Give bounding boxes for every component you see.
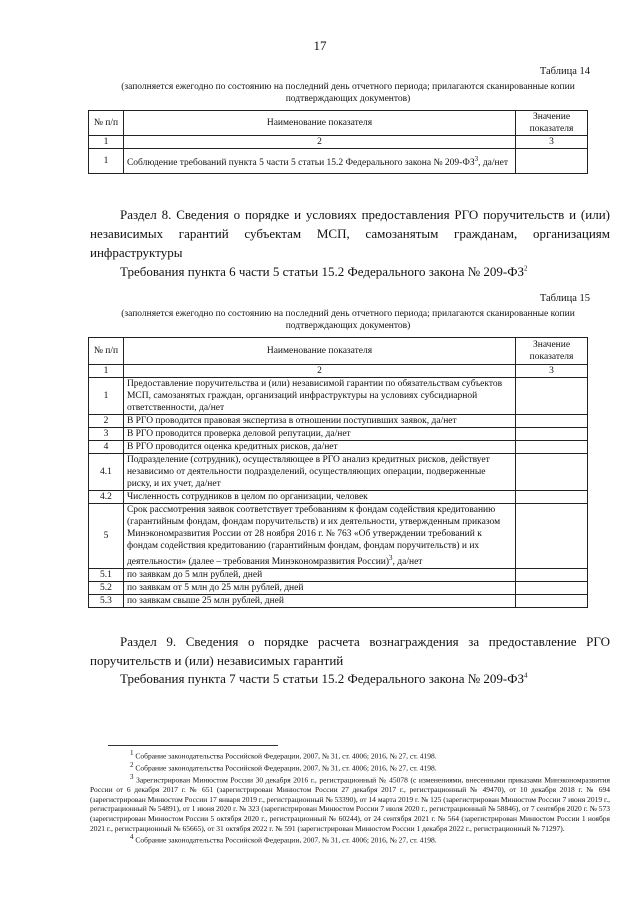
table15-row-name: по заявкам свыше 25 млн рублей, дней — [123, 595, 515, 608]
table15-row-value[interactable] — [516, 504, 588, 569]
table15-row-name: Подразделение (сотрудник), осуществляющее в РГО анализ кредитных рисков, действует независимо от деятельности подразделений, осуществляющих операции, подверженные риску, и их учет, да/нет — [123, 454, 515, 491]
table14-header-value: Значение показателя — [516, 111, 588, 136]
section8-requirement: Требования пункта 6 части 5 статьи 15.2 Федерального закона № $209-ФЗ^2$ — [120, 264, 528, 279]
footnote: $^3$ Зарегистрирован Минюстом России 30 декабря 2016 г., регистрационный № 45078 (с изменениями, внесенными приказами Минэкономразвития России от 6 декабря 2017 г. № 651 (зарегистрирован Минюстом России 27 декабря 2017 г., регистрационный № 49470), от 10 декабря 2018 г. № 694 (зарегистрирован Минюстом России 17 января 2019 г., регистрационный № 53390), от 14 марта 2019 г. № 125 (зарегистрирован Минюстом России 7 июня 2019 г., регистрационный № 54891), от 1 июня 2020 г. № 323 (зарегистрирован Минюстом России 7 июля 2020 г., регистрационный № 58846), от 7 сентября 2020 г. № 573 (зарегистрирован Минюстом России 5 октября 2020 г., регистрационный № 60244), от 24 сентября 2021 г. № 564 (зарегистрирован Минюстом России 1 ноября 2021 г., регистрационный № 65665), от 31 октября 2022 г. № 591 (зарегистрирован Минюстом России 1 декабря 2022 г., регистрационный № 71297). — [90, 773, 610, 833]
table14-index-3: 3 — [516, 136, 588, 149]
table14-label: Таблица 14 — [539, 66, 590, 77]
table-row — [89, 569, 588, 582]
table15-row-name: Численность сотрудников в целом по организации, человек — [123, 491, 515, 504]
footnote: $^1$ Собрание законодательства Российской Федерации, 2007, № 31, ст. 4006; 2016, № 27, ст. 4198. — [130, 749, 437, 761]
table14-header-num: № п/п — [89, 111, 124, 136]
table-row — [89, 491, 588, 504]
table15-row-num: 4.1 — [89, 454, 124, 491]
table15-row-value[interactable] — [516, 595, 588, 608]
table15-index-1: 1 — [89, 365, 124, 378]
page-number: 17 — [313, 38, 327, 53]
table15-row-num: 5.3 — [89, 595, 124, 608]
table15-row-value[interactable] — [516, 454, 588, 491]
footnotes — [90, 749, 610, 845]
table15-row-name: Срок рассмотрения заявок соответствует требованиям к фондам содействия кредитованию (гарантийным фондам, фондам поручительств) и их деятельности, утвержденным приказом Минэкономразвития России от 28 ноября 2016 г. № 763 «Об утверждении требований к фондам содействия кредитованию (гарантийным фондам, фондам поручительств) и их деятельности» (далее – требования Минэкономразвития России)$^3$, да/нет — [123, 504, 515, 569]
table15-row-value[interactable] — [516, 441, 588, 454]
table15-label: Таблица 15 — [539, 293, 590, 304]
table15-row-name: по заявкам от 5 млн до 25 млн рублей, дней — [123, 582, 515, 595]
section9-title: Раздел 9. Сведения о порядке расчета вознаграждения за предоставление РГО поручительств и (или) независимых гарантий — [90, 634, 610, 668]
table-row — [89, 378, 588, 415]
table-row — [89, 582, 588, 595]
table15-row-name: В РГО проводится правовая экспертиза в отношении поступивших заявок, да/нет — [123, 415, 515, 428]
table15-row-num: 5.1 — [89, 569, 124, 582]
table15 — [88, 337, 588, 608]
footnote: $^2$ Собрание законодательства Российской Федерации, 2007, № 31, ст. 4006; 2016, № 27, ст. 4198. — [130, 761, 437, 773]
table15-row-name: Предоставление поручительства и (или) независимой гарантии по обязательствам субъектов МСП, самозанятых граждан, организаций инфраструктуры на условиях субсидиарной ответственности, да/нет — [123, 378, 515, 415]
table15-row-num: 3 — [89, 428, 124, 441]
table14-row-name: Соблюдение требований пункта 5 части 5 статьи 15.2 Федерального закона № $209-ФЗ^3$, да/нет — [123, 149, 515, 174]
table15-row-num: 2 — [89, 415, 124, 428]
table-row — [89, 149, 588, 174]
section9-requirement: Требования пункта 7 части 5 статьи 15.2 Федерального закона № $209-ФЗ^4$ — [120, 671, 528, 686]
table-row — [89, 415, 588, 428]
table15-row-num: 4.2 — [89, 491, 124, 504]
footnote: $^4$ Собрание законодательства Российской Федерации, 2007, № 31, ст. 4006; 2016, № 27, ст. 4198. — [130, 833, 437, 845]
table15-row-name: В РГО проводится проверка деловой репутации, да/нет — [123, 428, 515, 441]
table15-note: (заполняется ежегодно по состоянию на последний день отчетного периода; прилагаются сканированные копии подтверждающих документов) — [121, 309, 575, 331]
table-row — [89, 595, 588, 608]
table14-row-value[interactable] — [516, 149, 588, 174]
table15-row-value[interactable] — [516, 428, 588, 441]
table14-note: (заполняется ежегодно по состоянию на последний день отчетного периода; прилагаются сканированные копии подтверждающих документов) — [121, 82, 575, 104]
table-row — [89, 428, 588, 441]
table15-row-num: 5.2 — [89, 582, 124, 595]
table15-header-value: Значение показателя — [516, 338, 588, 365]
table15-row-name: по заявкам до 5 млн рублей, дней — [123, 569, 515, 582]
table15-row-name: В РГО проводится оценка кредитных рисков, да/нет — [123, 441, 515, 454]
table15-row-value[interactable] — [516, 569, 588, 582]
table15-index-3: 3 — [516, 365, 588, 378]
section8-title: Раздел 8. Сведения о порядке и условиях предоставления РГО поручительств и (или) независимых гарантий субъектам МСП, самозанятым гражданам, организациям инфраструктуры — [90, 207, 610, 260]
table14-index-1: 1 — [89, 136, 124, 149]
footnote-separator — [108, 745, 278, 746]
table15-row-num: 4 — [89, 441, 124, 454]
table15-header-name: Наименование показателя — [123, 338, 515, 365]
table15-row-value[interactable] — [516, 415, 588, 428]
table14-header-name: Наименование показателя — [123, 111, 515, 136]
table14-row-num: 1 — [89, 149, 124, 174]
table15-row-value[interactable] — [516, 582, 588, 595]
table14-index-2: 2 — [123, 136, 515, 149]
table-row — [89, 504, 588, 569]
table-row — [89, 454, 588, 491]
table14 — [88, 110, 588, 174]
table15-row-value[interactable] — [516, 491, 588, 504]
table15-row-num: 5 — [89, 504, 124, 569]
table15-row-value[interactable] — [516, 378, 588, 415]
table15-row-num: 1 — [89, 378, 124, 415]
table15-index-2: 2 — [123, 365, 515, 378]
table-row — [89, 441, 588, 454]
table15-header-num: № п/п — [89, 338, 124, 365]
